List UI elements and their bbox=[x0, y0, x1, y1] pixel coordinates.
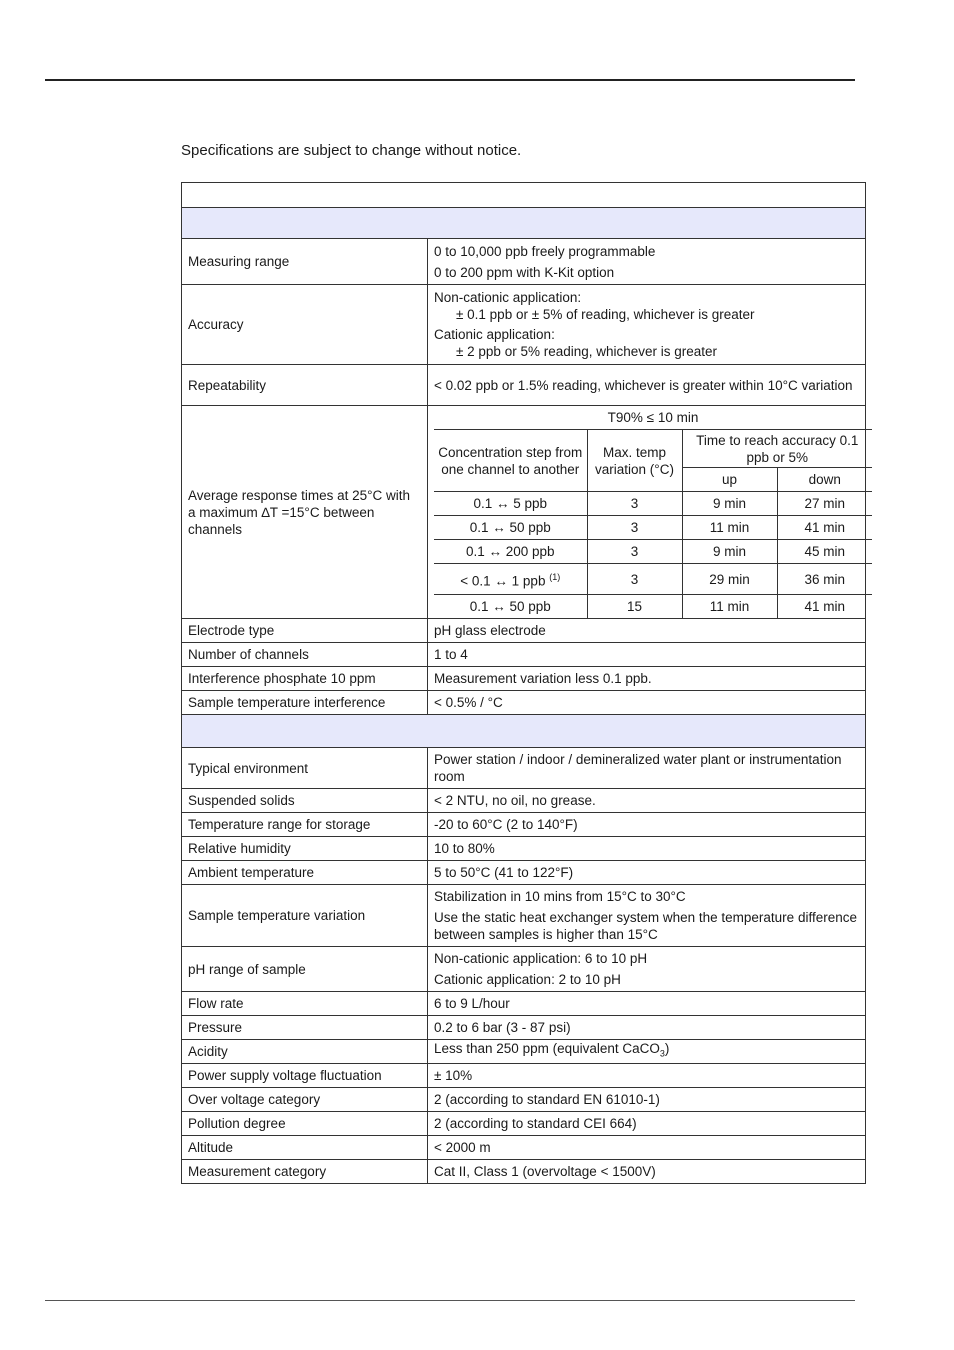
value-line: ± 0.1 ppb or ± 5% of reading, whichever is greater bbox=[456, 307, 755, 322]
row-value: ± 10% bbox=[428, 1064, 866, 1088]
step-cell bbox=[434, 564, 587, 595]
row-value: 6 to 9 L/hour bbox=[428, 992, 866, 1016]
table-row bbox=[182, 837, 866, 861]
row-label: Interference phosphate 10 ppm bbox=[182, 667, 428, 691]
row-label: Accuracy bbox=[182, 285, 428, 365]
table-row bbox=[182, 1016, 866, 1040]
response-row bbox=[434, 540, 872, 564]
down-cell: 27 min bbox=[777, 492, 872, 516]
temp-cell: 15 bbox=[587, 595, 682, 619]
row-value: 1 to 4 bbox=[428, 643, 866, 667]
row-value: pH glass electrode bbox=[428, 619, 866, 643]
response-row bbox=[434, 492, 872, 516]
row-value: < 0.02 ppb or 1.5% reading, whichever is greater within 10°C variation bbox=[428, 365, 866, 406]
row-value: -20 to 60°C (2 to 140°F) bbox=[428, 813, 866, 837]
table-row bbox=[182, 885, 866, 947]
down-cell: 41 min bbox=[777, 516, 872, 540]
section-band-environment bbox=[182, 715, 866, 748]
table-title-row bbox=[182, 183, 866, 208]
response-subtable-cell bbox=[428, 406, 866, 619]
row-value bbox=[428, 239, 866, 285]
table-row bbox=[182, 239, 866, 285]
temp-cell: 3 bbox=[587, 564, 682, 595]
table-row bbox=[182, 667, 866, 691]
row-label: Repeatability bbox=[182, 365, 428, 406]
row-label: Measuring range bbox=[182, 239, 428, 285]
row-label: Average response times at 25°C with a maximum ∆T =15°C between channels bbox=[182, 406, 428, 619]
temp-cell: 3 bbox=[587, 540, 682, 564]
row-label: Pressure bbox=[182, 1016, 428, 1040]
row-value: 10 to 80% bbox=[428, 837, 866, 861]
table-row bbox=[182, 748, 866, 789]
col-header-temp: Max. temp variation (°C) bbox=[587, 430, 682, 492]
row-label: Electrode type bbox=[182, 619, 428, 643]
row-label: Power supply voltage fluctuation bbox=[182, 1064, 428, 1088]
header-rule bbox=[45, 79, 855, 81]
table-row bbox=[182, 1112, 866, 1136]
row-label: Pollution degree bbox=[182, 1112, 428, 1136]
row-label: Temperature range for storage bbox=[182, 813, 428, 837]
row-value: < 2 NTU, no oil, no grease. bbox=[428, 789, 866, 813]
row-value: < 0.5% / °C bbox=[428, 691, 866, 715]
down-cell: 45 min bbox=[777, 540, 872, 564]
response-row bbox=[434, 595, 872, 619]
up-cell: 9 min bbox=[682, 492, 777, 516]
row-value: 5 to 50°C (41 to 122°F) bbox=[428, 861, 866, 885]
value-line: ± 2 ppb or 5% reading, whichever is greater bbox=[456, 344, 718, 359]
row-value: Measurement variation less 0.1 ppb. bbox=[428, 667, 866, 691]
table-row bbox=[182, 861, 866, 885]
col-header-down: down bbox=[777, 468, 872, 492]
table-row bbox=[182, 947, 866, 992]
row-value: < 2000 m bbox=[428, 1136, 866, 1160]
step-cell: 0.1 ↔ 200 ppb bbox=[434, 540, 587, 564]
row-label: Number of channels bbox=[182, 643, 428, 667]
table-row bbox=[182, 1136, 866, 1160]
table-row bbox=[182, 365, 866, 406]
table-row bbox=[182, 813, 866, 837]
footnote-mark: (1) bbox=[549, 571, 561, 582]
table-row bbox=[182, 691, 866, 715]
table-row-response-times bbox=[182, 406, 866, 619]
footer-rule bbox=[45, 1300, 855, 1301]
col-header-time: Time to reach accuracy 0.1 ppb or 5% bbox=[682, 430, 872, 468]
value-line: 0 to 200 ppm with K-Kit option bbox=[434, 264, 615, 280]
specifications-table bbox=[181, 182, 866, 1184]
row-label: Measurement category bbox=[182, 1160, 428, 1184]
step-text: < 0.1 ↔ 1 ppb bbox=[460, 573, 546, 589]
value-line: 0 to 10,000 ppb freely programmable bbox=[434, 243, 656, 259]
value-line: Non-cationic application: bbox=[434, 290, 582, 305]
table-row bbox=[182, 1088, 866, 1112]
row-label: Typical environment bbox=[182, 748, 428, 789]
down-cell: 36 min bbox=[777, 564, 872, 595]
up-cell: 11 min bbox=[682, 595, 777, 619]
value-line: Cationic application: 2 to 10 pH bbox=[434, 972, 621, 987]
down-cell: 41 min bbox=[777, 595, 872, 619]
up-cell: 11 min bbox=[682, 516, 777, 540]
step-cell: 0.1 ↔ 50 ppb bbox=[434, 595, 587, 619]
row-label: Altitude bbox=[182, 1136, 428, 1160]
step-cell: 0.1 ↔ 5 ppb bbox=[434, 492, 587, 516]
table-row bbox=[182, 285, 866, 365]
response-subtable bbox=[434, 406, 872, 618]
row-label: Sample temperature interference bbox=[182, 691, 428, 715]
up-cell: 29 min bbox=[682, 564, 777, 595]
row-value bbox=[428, 285, 866, 365]
row-value bbox=[428, 885, 866, 947]
table-row bbox=[182, 1064, 866, 1088]
table-row bbox=[182, 992, 866, 1016]
response-row bbox=[434, 516, 872, 540]
row-label: Over voltage category bbox=[182, 1088, 428, 1112]
row-value bbox=[428, 947, 866, 992]
row-value: 2 (according to standard CEI 664) bbox=[428, 1112, 866, 1136]
response-row bbox=[434, 564, 872, 595]
row-label: Suspended solids bbox=[182, 789, 428, 813]
row-label: Relative humidity bbox=[182, 837, 428, 861]
col-header-up: up bbox=[682, 468, 777, 492]
intro-text: Specifications are subject to change without notice. bbox=[181, 142, 522, 159]
value-line: Non-cationic application: 6 to 10 pH bbox=[434, 951, 648, 966]
section-band-measurement bbox=[182, 208, 866, 239]
step-cell: 0.1 ↔ 50 ppb bbox=[434, 516, 587, 540]
row-label: pH range of sample bbox=[182, 947, 428, 992]
row-value: 2 (according to standard EN 61010-1) bbox=[428, 1088, 866, 1112]
table-row bbox=[182, 619, 866, 643]
row-label: Sample temperature variation bbox=[182, 885, 428, 947]
t90-header: T90% ≤ 10 min bbox=[434, 406, 872, 430]
value-line: Stabilization in 10 mins from 15°C to 30°C bbox=[434, 889, 686, 904]
temp-cell: 3 bbox=[587, 516, 682, 540]
row-value: 0.2 to 6 bar (3 - 87 psi) bbox=[428, 1016, 866, 1040]
row-label: Ambient temperature bbox=[182, 861, 428, 885]
value-line: Use the static heat exchanger system when the temperature difference between samples is higher than 15°C bbox=[434, 910, 857, 942]
row-label: Acidity bbox=[182, 1040, 428, 1064]
table-row bbox=[182, 1040, 866, 1064]
temp-cell: 3 bbox=[587, 492, 682, 516]
col-header-step: Concentration step from one channel to another bbox=[434, 430, 587, 492]
table-row bbox=[182, 643, 866, 667]
value-line: Cationic application: bbox=[434, 327, 555, 342]
row-value: Cat II, Class 1 (overvoltage < 1500V) bbox=[428, 1160, 866, 1184]
row-value: Less than 250 ppm (equivalent CaCO$_3$) bbox=[428, 1040, 866, 1064]
table-row bbox=[182, 789, 866, 813]
row-value: Power station / indoor / demineralized water plant or instrumentation room bbox=[428, 748, 866, 789]
row-label: Flow rate bbox=[182, 992, 428, 1016]
table-row bbox=[182, 1160, 866, 1184]
up-cell: 9 min bbox=[682, 540, 777, 564]
